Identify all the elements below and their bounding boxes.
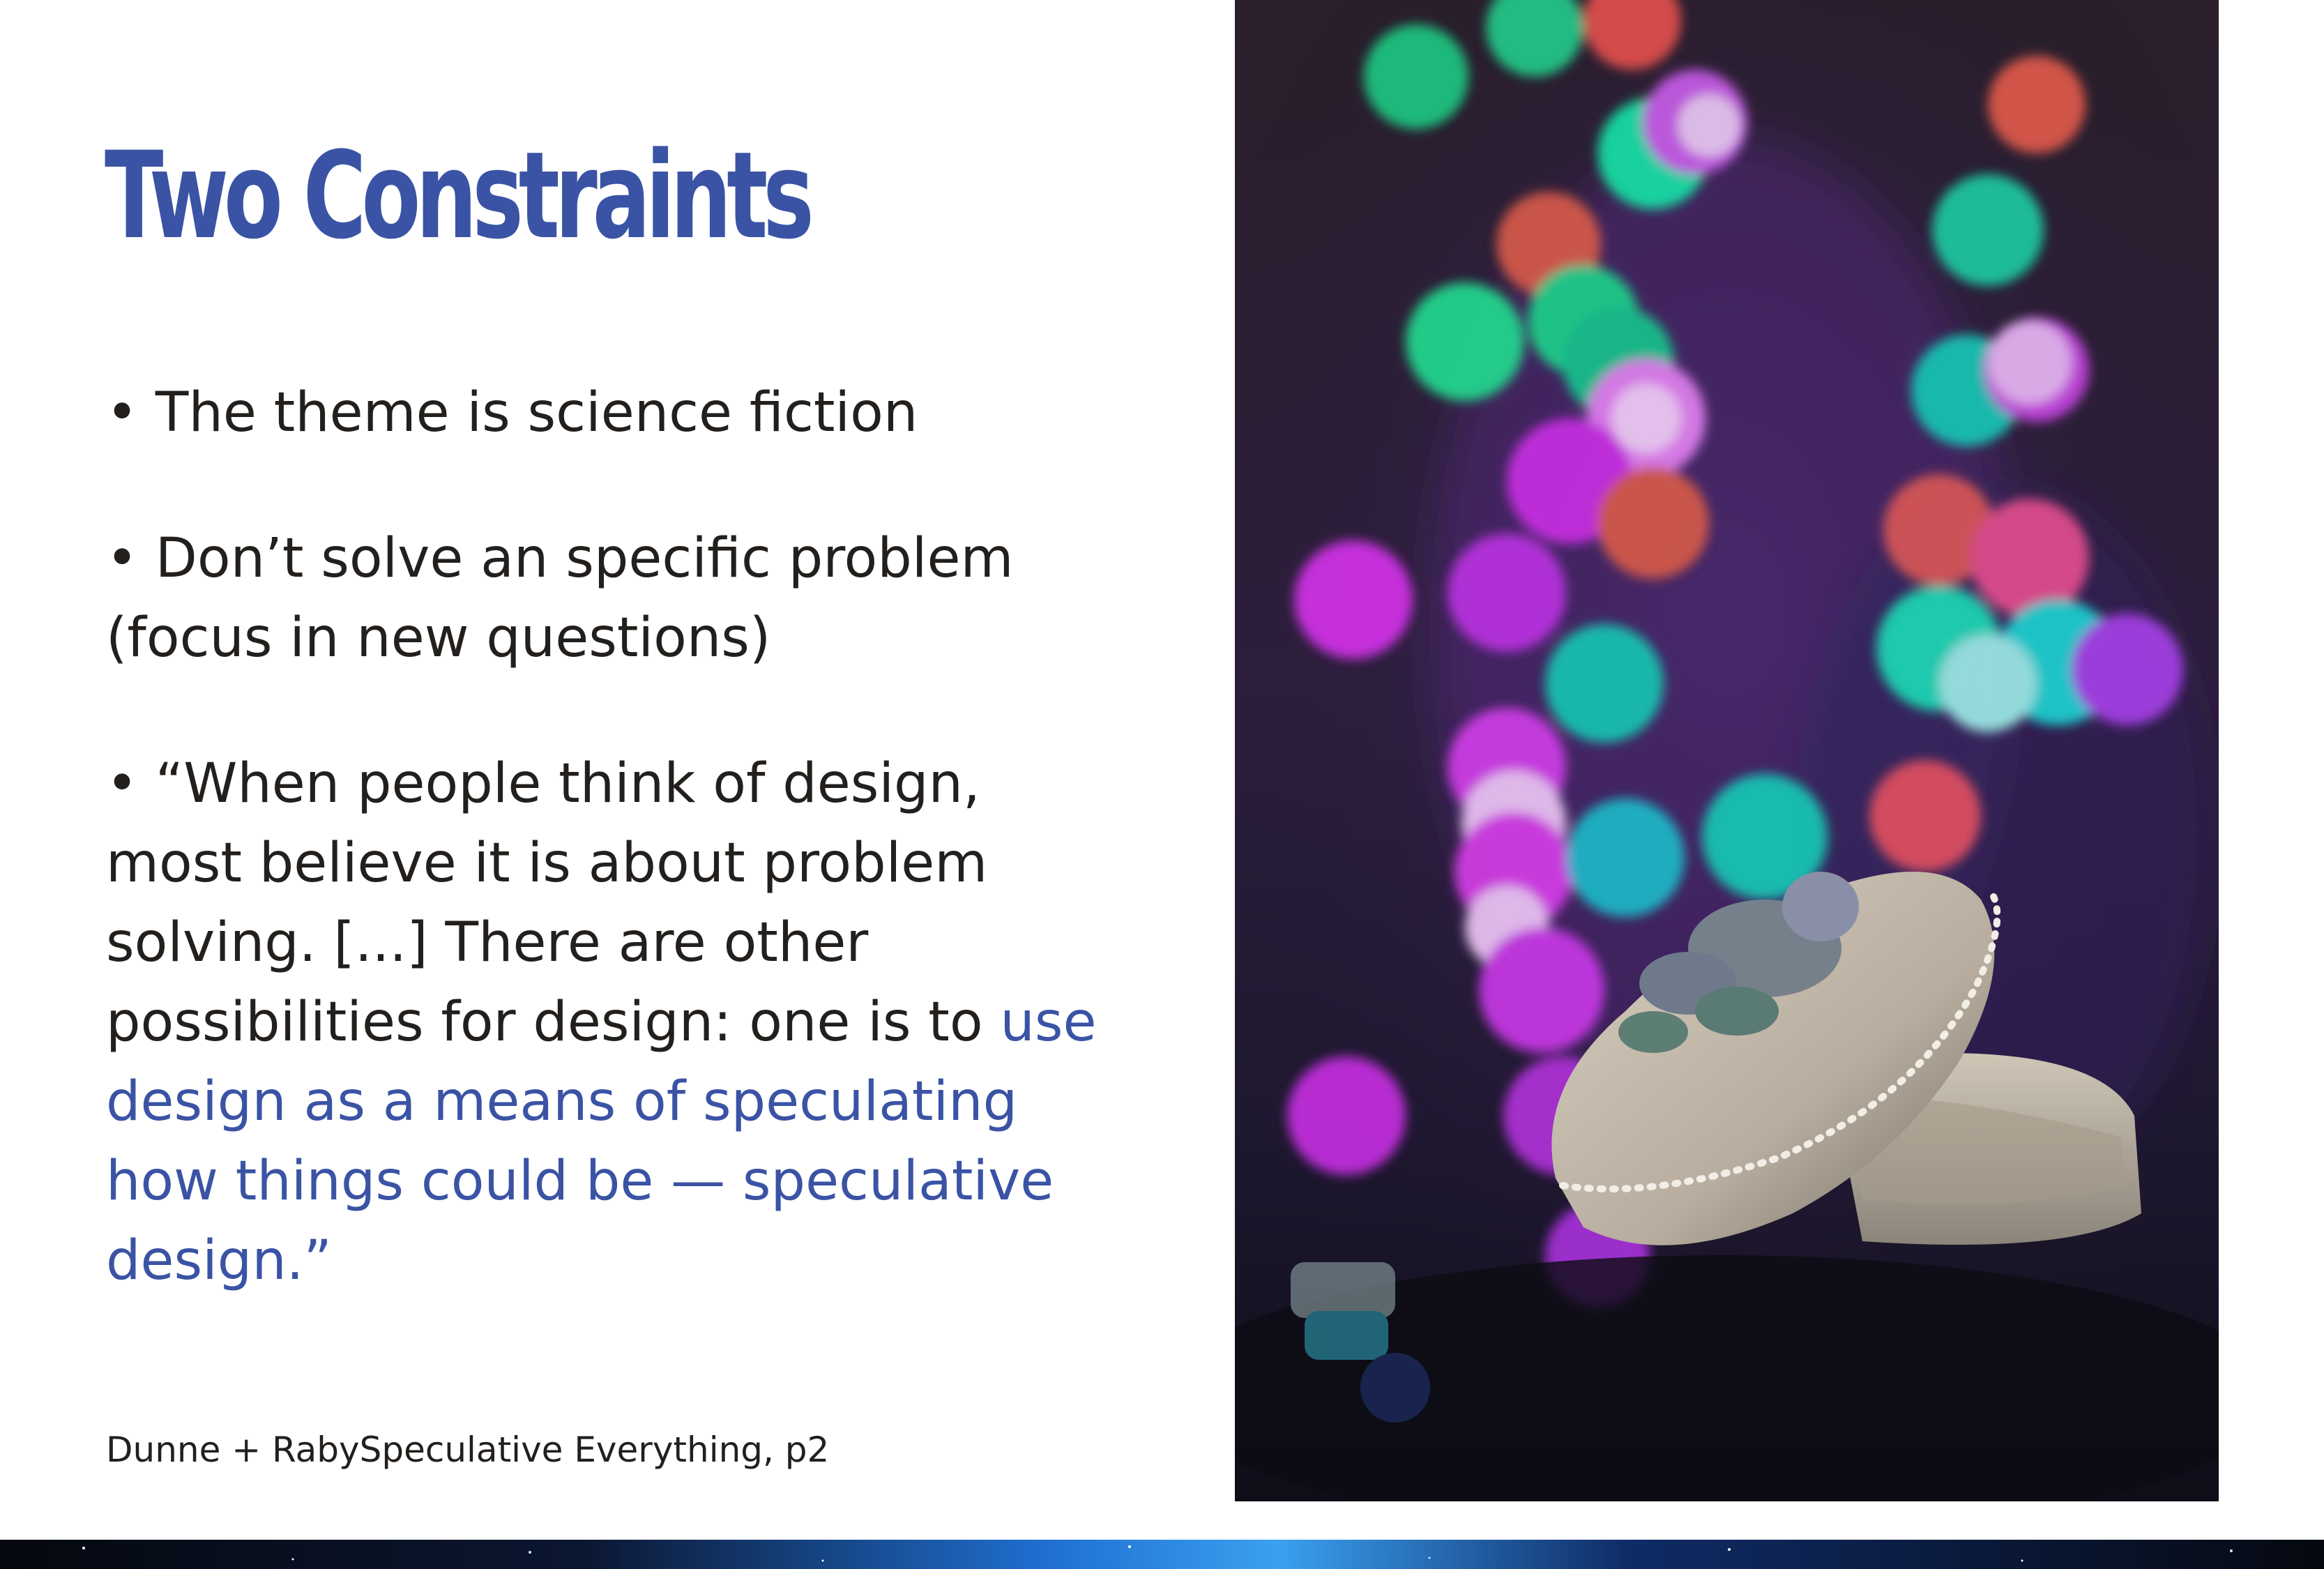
quote-highlight: use design as a means of speculating how things could be — speculative design.” bbox=[106, 991, 1097, 1292]
space-strip-decoration bbox=[0, 1540, 2324, 1569]
citation: Dunne + RabySpeculative Everything, p2 bbox=[106, 1430, 830, 1470]
slide-title: Two Constraints bbox=[105, 126, 810, 266]
bullet-text: • The theme is science fiction bbox=[106, 381, 918, 444]
bullet-item bbox=[106, 519, 1117, 678]
bullet-list bbox=[106, 373, 1117, 1301]
bullet-item-quote bbox=[106, 744, 1117, 1301]
bullet-text-continuation: (focus in new questions) bbox=[106, 607, 771, 669]
quote-text: • “When people think of design, most believe it is about problem solving. [...] There are other possibilities for design: one is to bbox=[106, 752, 1001, 1054]
bullet-text: • Don’t solve an specific problem bbox=[106, 527, 1014, 590]
bokeh-trinket-box-photo bbox=[1235, 0, 2219, 1501]
bullet-item bbox=[106, 373, 1117, 453]
